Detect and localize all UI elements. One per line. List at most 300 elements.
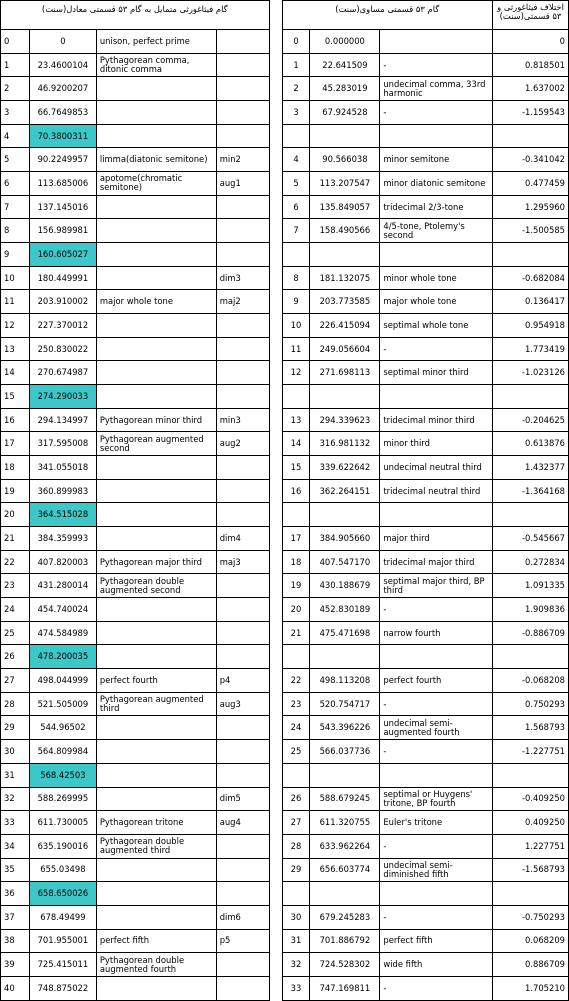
table-row [1, 77, 569, 101]
table-row [1, 953, 569, 977]
row-index-cell: 23 [1, 574, 30, 598]
table-row [1, 219, 569, 243]
difference-cents-cell: -0.068208 [493, 669, 569, 693]
table-row [1, 503, 569, 527]
et53-interval-name-cell: - [380, 692, 493, 716]
table-row [1, 929, 569, 953]
row-index-cell: 37 [1, 905, 30, 929]
et53-step-cell: 32 [282, 953, 310, 977]
interval-abbreviation-cell [216, 124, 269, 148]
et53-step-cell: 4 [282, 148, 310, 172]
column-gap [269, 172, 282, 196]
interval-abbreviation-cell [216, 195, 269, 219]
table-row [1, 645, 569, 669]
et53-cents-cell: 226.415094 [310, 314, 380, 338]
row-index-cell: 13 [1, 337, 30, 361]
pythagorean-cents-cell: 23.4600104 [29, 53, 96, 77]
difference-cents-cell: 1.637002 [493, 77, 569, 101]
row-index-cell: 22 [1, 550, 30, 574]
table-row [1, 858, 569, 882]
pythagorean-cents-cell: 270.674987 [29, 361, 96, 385]
et53-cents-cell: 724.528302 [310, 953, 380, 977]
pythagorean-interval-name-cell: Pythagorean augmented third [96, 692, 216, 716]
row-index-cell: 26 [1, 645, 30, 669]
et53-step-cell [282, 645, 310, 669]
difference-cents-cell: 0.409250 [493, 811, 569, 835]
pythagorean-interval-name-cell [96, 882, 216, 906]
pythagorean-cents-cell: 113.685006 [29, 172, 96, 196]
pythagorean-interval-name-cell [96, 976, 216, 1000]
pythagorean-cents-cell: 568.42503 [29, 763, 96, 787]
difference-cents-cell: 1.227751 [493, 834, 569, 858]
et53-step-cell: 22 [282, 669, 310, 693]
et53-step-cell: 16 [282, 479, 310, 503]
interval-abbreviation-cell [216, 314, 269, 338]
row-index-cell: 25 [1, 621, 30, 645]
row-index-cell: 35 [1, 858, 30, 882]
pythagorean-interval-name-cell [96, 456, 216, 480]
table-row [1, 716, 569, 740]
et53-step-cell: 28 [282, 834, 310, 858]
et53-step-cell [282, 385, 310, 409]
et53-step-cell: 31 [282, 929, 310, 953]
et53-cents-cell [310, 243, 380, 267]
difference-cents-cell: -1.159543 [493, 101, 569, 125]
row-index-cell: 38 [1, 929, 30, 953]
et53-cents-cell: 566.037736 [310, 740, 380, 764]
pythagorean-interval-name-cell [96, 385, 216, 409]
row-index-cell: 0 [1, 30, 30, 54]
difference-cents-cell [493, 882, 569, 906]
row-index-cell: 39 [1, 953, 30, 977]
table-row [1, 243, 569, 267]
et53-cents-cell [310, 645, 380, 669]
column-gap [269, 976, 282, 1000]
et53-cents-cell [310, 763, 380, 787]
et53-cents-cell: 701.886792 [310, 929, 380, 953]
interval-abbreviation-cell [216, 976, 269, 1000]
et53-cents-cell: 475.471698 [310, 621, 380, 645]
difference-cents-cell: -1.023126 [493, 361, 569, 385]
et53-cents-cell: 362.264151 [310, 479, 380, 503]
pythagorean-cents-cell: 317.595008 [29, 432, 96, 456]
column-gap [269, 30, 282, 54]
row-index-cell: 2 [1, 77, 30, 101]
et53-interval-name-cell: minor third [380, 432, 493, 456]
et53-cents-cell: 407.547170 [310, 550, 380, 574]
et53-step-cell: 25 [282, 740, 310, 764]
column-gap [269, 598, 282, 622]
et53-cents-cell: 0.000000 [310, 30, 380, 54]
pythagorean-interval-name-cell [96, 621, 216, 645]
row-index-cell: 31 [1, 763, 30, 787]
et53-interval-name-cell: major third [380, 527, 493, 551]
et53-step-cell: 8 [282, 266, 310, 290]
pythagorean-cents-cell: 655.03498 [29, 858, 96, 882]
header-equal-temperament: گام ۵۳ قسمتی مساوی(سنت) [282, 1, 493, 30]
column-gap [269, 787, 282, 811]
pythagorean-interval-name-cell [96, 740, 216, 764]
interval-abbreviation-cell [216, 30, 269, 54]
pythagorean-cents-cell: 384.359993 [29, 527, 96, 551]
et53-cents-cell: 135.849057 [310, 195, 380, 219]
pythagorean-interval-name-cell [96, 243, 216, 267]
header-difference: اختلاف فیثاغورثی و ۵۳ قسمتی(سنت) [493, 1, 569, 30]
et53-cents-cell: 249.056604 [310, 337, 380, 361]
row-index-cell: 11 [1, 290, 30, 314]
table-row [1, 266, 569, 290]
difference-cents-cell: 1.432377 [493, 456, 569, 480]
et53-cents-cell: 633.962264 [310, 834, 380, 858]
et53-cents-cell [310, 882, 380, 906]
et53-interval-name-cell: tridecimal minor third [380, 408, 493, 432]
et53-step-cell: 29 [282, 858, 310, 882]
difference-cents-cell: 0.136417 [493, 290, 569, 314]
difference-cents-cell: 0.068209 [493, 929, 569, 953]
column-gap [269, 858, 282, 882]
interval-abbreviation-cell: dim6 [216, 905, 269, 929]
interval-abbreviation-cell [216, 574, 269, 598]
pythagorean-cents-cell: 474.584989 [29, 621, 96, 645]
et53-cents-cell: 543.396226 [310, 716, 380, 740]
table-row [1, 53, 569, 77]
row-index-cell: 7 [1, 195, 30, 219]
header-gap [269, 1, 282, 30]
table-row [1, 621, 569, 645]
pythagorean-cents-cell: 66.7649853 [29, 101, 96, 125]
table-row [1, 361, 569, 385]
difference-cents-cell: 0.613876 [493, 432, 569, 456]
et53-step-cell [282, 763, 310, 787]
table-row [1, 124, 569, 148]
et53-cents-cell: 90.566038 [310, 148, 380, 172]
et53-step-cell: 15 [282, 456, 310, 480]
et53-step-cell: 17 [282, 527, 310, 551]
difference-cents-cell: -0.204625 [493, 408, 569, 432]
et53-step-cell [282, 243, 310, 267]
pythagorean-cents-cell: 341.055018 [29, 456, 96, 480]
pythagorean-cents-cell: 725.415011 [29, 953, 96, 977]
column-gap [269, 834, 282, 858]
pythagorean-interval-name-cell [96, 716, 216, 740]
et53-interval-name-cell: undecimal neutral third [380, 456, 493, 480]
et53-interval-name-cell: undecimal semi-augmented fourth [380, 716, 493, 740]
et53-step-cell [282, 882, 310, 906]
pythagorean-cents-cell: 454.740024 [29, 598, 96, 622]
table-row [1, 172, 569, 196]
et53-interval-name-cell: 4/5-tone, Ptolemy's second [380, 219, 493, 243]
difference-cents-cell: -0.545667 [493, 527, 569, 551]
et53-step-cell: 20 [282, 598, 310, 622]
row-index-cell: 9 [1, 243, 30, 267]
et53-cents-cell: 339.622642 [310, 456, 380, 480]
interval-abbreviation-cell [216, 763, 269, 787]
column-gap [269, 361, 282, 385]
et53-interval-name-cell: septimal major third, BP third [380, 574, 493, 598]
pythagorean-cents-cell: 635.190016 [29, 834, 96, 858]
pythagorean-cents-cell: 227.370012 [29, 314, 96, 338]
difference-cents-cell: -0.682084 [493, 266, 569, 290]
column-gap [269, 669, 282, 693]
et53-step-cell: 7 [282, 219, 310, 243]
column-gap [269, 740, 282, 764]
et53-interval-name-cell: major whole tone [380, 290, 493, 314]
et53-interval-name-cell [380, 30, 493, 54]
interval-abbreviation-cell: p4 [216, 669, 269, 693]
pythagorean-interval-name-cell [96, 858, 216, 882]
interval-abbreviation-cell [216, 361, 269, 385]
interval-abbreviation-cell [216, 243, 269, 267]
pythagorean-cents-cell: 588.269995 [29, 787, 96, 811]
table-row [1, 905, 569, 929]
pythagorean-interval-name-cell: major whole tone [96, 290, 216, 314]
column-gap [269, 550, 282, 574]
interval-abbreviation-cell: maj2 [216, 290, 269, 314]
pythagorean-interval-name-cell: Pythagorean double augmented second [96, 574, 216, 598]
row-index-cell: 27 [1, 669, 30, 693]
et53-interval-name-cell: tridecimal neutral third [380, 479, 493, 503]
header-pythagorean: گام فیثاغورثی متمایل به گام ۵۳ قسمتی معادل(سنت) [1, 1, 270, 30]
pythagorean-cents-cell: 0 [29, 30, 96, 54]
et53-cents-cell: 747.169811 [310, 976, 380, 1000]
row-index-cell: 18 [1, 456, 30, 480]
pythagorean-cents-cell: 360.899983 [29, 479, 96, 503]
et53-step-cell: 30 [282, 905, 310, 929]
et53-step-cell: 21 [282, 621, 310, 645]
difference-cents-cell: 0.818501 [493, 53, 569, 77]
pythagorean-cents-cell: 274.290033 [29, 385, 96, 409]
difference-cents-cell [493, 243, 569, 267]
et53-interval-name-cell [380, 243, 493, 267]
pythagorean-interval-name-cell: apotome(chromatic semitone) [96, 172, 216, 196]
table-body [1, 30, 569, 1001]
pythagorean-interval-name-cell: Pythagorean double augmented fourth [96, 953, 216, 977]
interval-abbreviation-cell [216, 834, 269, 858]
interval-abbreviation-cell: aug1 [216, 172, 269, 196]
column-gap [269, 148, 282, 172]
et53-interval-name-cell [380, 882, 493, 906]
interval-abbreviation-cell [216, 53, 269, 77]
difference-cents-cell: -0.750293 [493, 905, 569, 929]
column-gap [269, 527, 282, 551]
pythagorean-cents-cell: 544.96502 [29, 716, 96, 740]
pythagorean-interval-name-cell [96, 361, 216, 385]
et53-cents-cell: 588.679245 [310, 787, 380, 811]
column-gap [269, 456, 282, 480]
interval-abbreviation-cell: dim5 [216, 787, 269, 811]
pythagorean-interval-name-cell [96, 219, 216, 243]
difference-cents-cell: 0.750293 [493, 692, 569, 716]
et53-step-cell: 23 [282, 692, 310, 716]
interval-abbreviation-cell [216, 77, 269, 101]
difference-cents-cell: 0.886709 [493, 953, 569, 977]
pythagorean-cents-cell: 478.200035 [29, 645, 96, 669]
et53-interval-name-cell: minor whole tone [380, 266, 493, 290]
et53-interval-name-cell: tridecimal major third [380, 550, 493, 574]
difference-cents-cell: -1.364168 [493, 479, 569, 503]
et53-interval-name-cell: - [380, 905, 493, 929]
row-index-cell: 17 [1, 432, 30, 456]
column-gap [269, 432, 282, 456]
et53-step-cell: 5 [282, 172, 310, 196]
pythagorean-interval-name-cell: Pythagorean comma, ditonic comma [96, 53, 216, 77]
row-index-cell: 32 [1, 787, 30, 811]
interval-abbreviation-cell [216, 953, 269, 977]
table-row [1, 408, 569, 432]
pythagorean-interval-name-cell [96, 124, 216, 148]
et53-cents-cell: 611.320755 [310, 811, 380, 835]
column-gap [269, 101, 282, 125]
pythagorean-interval-name-cell [96, 101, 216, 125]
column-gap [269, 77, 282, 101]
et53-cents-cell: 271.698113 [310, 361, 380, 385]
et53-cents-cell [310, 503, 380, 527]
pythagorean-interval-name-cell [96, 905, 216, 929]
interval-abbreviation-cell: dim3 [216, 266, 269, 290]
difference-cents-cell: -0.341042 [493, 148, 569, 172]
interval-abbreviation-cell: aug4 [216, 811, 269, 835]
et53-cents-cell: 158.490566 [310, 219, 380, 243]
et53-interval-name-cell: minor diatonic semitone [380, 172, 493, 196]
row-index-cell: 29 [1, 716, 30, 740]
interval-abbreviation-cell [216, 621, 269, 645]
column-gap [269, 763, 282, 787]
pythagorean-cents-cell: 160.605027 [29, 243, 96, 267]
difference-cents-cell: -1.500585 [493, 219, 569, 243]
pythagorean-cents-cell: 203.910002 [29, 290, 96, 314]
difference-cents-cell: 0.477459 [493, 172, 569, 196]
interval-abbreviation-cell [216, 740, 269, 764]
row-index-cell: 5 [1, 148, 30, 172]
table-row [1, 527, 569, 551]
column-gap [269, 337, 282, 361]
pythagorean-interval-name-cell [96, 645, 216, 669]
pythagorean-interval-name-cell [96, 527, 216, 551]
row-index-cell: 19 [1, 479, 30, 503]
et53-cents-cell [310, 385, 380, 409]
difference-cents-cell: -1.568793 [493, 858, 569, 882]
row-index-cell: 33 [1, 811, 30, 835]
column-gap [269, 266, 282, 290]
column-gap [269, 929, 282, 953]
et53-cents-cell: 679.245283 [310, 905, 380, 929]
table-row [1, 432, 569, 456]
table-row [1, 787, 569, 811]
column-gap [269, 621, 282, 645]
interval-abbreviation-cell [216, 385, 269, 409]
column-gap [269, 905, 282, 929]
pythagorean-cents-cell: 180.449991 [29, 266, 96, 290]
pythagorean-cents-cell: 90.2249957 [29, 148, 96, 172]
table-row [1, 337, 569, 361]
pythagorean-interval-name-cell: perfect fourth [96, 669, 216, 693]
column-gap [269, 692, 282, 716]
pythagorean-interval-name-cell: limma(diatonic semitone) [96, 148, 216, 172]
interval-abbreviation-cell [216, 219, 269, 243]
pythagorean-cents-cell: 658.650026 [29, 882, 96, 906]
et53-step-cell: 6 [282, 195, 310, 219]
row-index-cell: 3 [1, 101, 30, 125]
pythagorean-cents-cell: 564.809984 [29, 740, 96, 764]
difference-cents-cell [493, 385, 569, 409]
table-row [1, 882, 569, 906]
pythagorean-cents-cell: 407.820003 [29, 550, 96, 574]
table-row [1, 740, 569, 764]
pythagorean-interval-name-cell [96, 479, 216, 503]
pythagorean-cents-cell: 364.515028 [29, 503, 96, 527]
pythagorean-interval-name-cell: unison, perfect prime [96, 30, 216, 54]
row-index-cell: 6 [1, 172, 30, 196]
difference-cents-cell: -0.886709 [493, 621, 569, 645]
pythagorean-interval-name-cell [96, 598, 216, 622]
pythagorean-interval-name-cell [96, 195, 216, 219]
table-row [1, 456, 569, 480]
column-gap [269, 882, 282, 906]
table-row [1, 692, 569, 716]
pythagorean-interval-name-cell [96, 763, 216, 787]
difference-cents-cell: 1.568793 [493, 716, 569, 740]
table-row [1, 148, 569, 172]
column-gap [269, 479, 282, 503]
pythagorean-cents-cell: 137.145016 [29, 195, 96, 219]
difference-cents-cell: 1.705210 [493, 976, 569, 1000]
column-gap [269, 53, 282, 77]
interval-abbreviation-cell: dim4 [216, 527, 269, 551]
interval-abbreviation-cell [216, 858, 269, 882]
table-row [1, 101, 569, 125]
interval-abbreviation-cell: p5 [216, 929, 269, 953]
table-row [1, 385, 569, 409]
column-gap [269, 716, 282, 740]
pythagorean-interval-name-cell: perfect fifth [96, 929, 216, 953]
et53-interval-name-cell: - [380, 976, 493, 1000]
interval-abbreviation-cell [216, 479, 269, 503]
et53-step-cell: 10 [282, 314, 310, 338]
table-row [1, 550, 569, 574]
et53-step-cell: 0 [282, 30, 310, 54]
table-row [1, 763, 569, 787]
et53-cents-cell [310, 124, 380, 148]
et53-interval-name-cell: undecimal comma, 33rd harmonic [380, 77, 493, 101]
row-index-cell: 34 [1, 834, 30, 858]
table-row [1, 574, 569, 598]
interval-abbreviation-cell [216, 503, 269, 527]
column-gap [269, 811, 282, 835]
et53-cents-cell: 45.283019 [310, 77, 380, 101]
pythagorean-cents-cell: 250.830022 [29, 337, 96, 361]
row-index-cell: 30 [1, 740, 30, 764]
pythagorean-cents-cell: 748.875022 [29, 976, 96, 1000]
et53-interval-name-cell [380, 503, 493, 527]
header-row [1, 1, 569, 30]
et53-step-cell: 33 [282, 976, 310, 1000]
difference-cents-cell: 0 [493, 30, 569, 54]
et53-interval-name-cell [380, 385, 493, 409]
column-gap [269, 243, 282, 267]
row-index-cell: 28 [1, 692, 30, 716]
column-gap [269, 645, 282, 669]
row-index-cell: 16 [1, 408, 30, 432]
row-index-cell: 4 [1, 124, 30, 148]
column-gap [269, 408, 282, 432]
difference-cents-cell: 1.773419 [493, 337, 569, 361]
et53-interval-name-cell: septimal whole tone [380, 314, 493, 338]
et53-cents-cell: 113.207547 [310, 172, 380, 196]
row-index-cell: 15 [1, 385, 30, 409]
et53-step-cell: 27 [282, 811, 310, 835]
pythagorean-interval-name-cell [96, 266, 216, 290]
interval-abbreviation-cell: min3 [216, 408, 269, 432]
